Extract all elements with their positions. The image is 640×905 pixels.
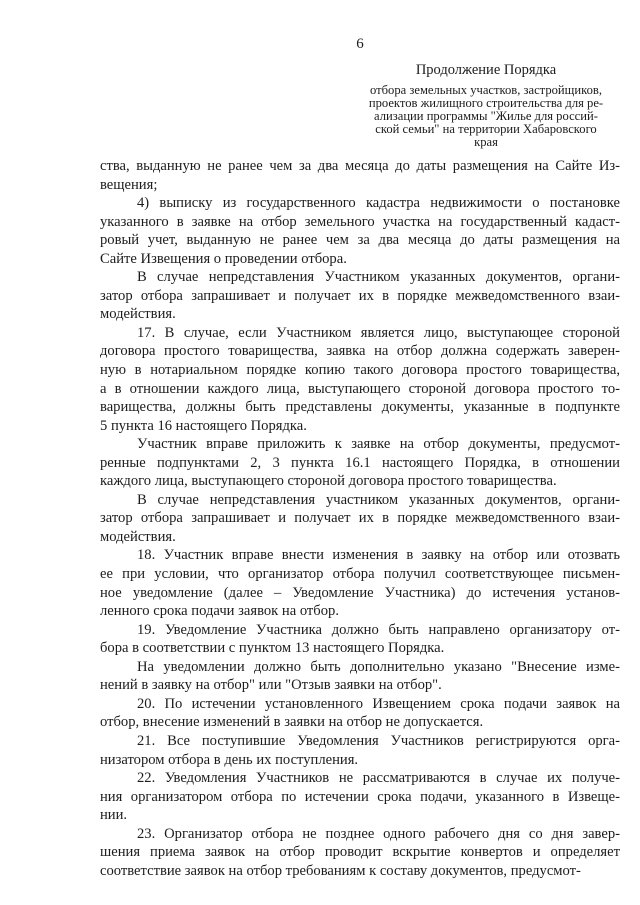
text-line: ства, выданную не ранее чем за два месяца до даты размещения на Сайте Из- xyxy=(100,158,620,174)
text-line: шения приема заявок на отбор проводит вскрытие конвертов и определяет xyxy=(100,844,620,861)
paragraph xyxy=(100,621,620,658)
continuation-header xyxy=(363,63,609,149)
paragraph xyxy=(100,268,620,324)
text-line: а в отношении каждого лица, выступающего стороной договора простого то- xyxy=(100,380,620,397)
text-line: 5 пункта 16 настоящего Порядка. xyxy=(100,417,307,434)
text-line: низатором отбора в день их поступления. xyxy=(100,751,359,768)
text-line: ленного срока подачи заявок на отбор. xyxy=(100,603,339,620)
text-line: нии. xyxy=(100,807,128,824)
document-body xyxy=(100,157,620,880)
paragraph xyxy=(100,732,620,769)
paragraph xyxy=(100,157,620,194)
text-line: договора простого товарищества, заявка на отбор должна содержать заверен- xyxy=(100,343,620,360)
paragraph xyxy=(100,695,620,732)
text-line: 4) выписку из государственного кадастра недвижимости о постановке xyxy=(137,195,620,212)
text-line: ренные подпунктами 2, 3 пункта 16.1 настоящего Порядка, в отношении xyxy=(100,454,620,471)
paragraph xyxy=(100,194,620,268)
subtitle-line: проектов жилищного строительства для ре- xyxy=(368,96,604,110)
paragraph xyxy=(100,769,620,825)
text-line: ее при условии, что организатор отбора получил соответствующее письмен- xyxy=(100,566,620,583)
text-line: варищества, должны быть представлены документы, указанные в подпункте xyxy=(100,399,620,416)
paragraph xyxy=(100,546,620,620)
text-line: В случае непредставления участником указанных документов, органи- xyxy=(137,491,620,508)
paragraph xyxy=(100,435,620,491)
subtitle-line: отбора земельных участков, застройщиков, xyxy=(370,83,602,97)
text-line: ния организатором отбора по истечении срока подачи, указанного в Извеще- xyxy=(100,788,620,805)
text-line: соответствие заявок на отбор требованиям к составу документов, предусмот- xyxy=(100,862,581,879)
subtitle-line: ской семьи" на территории Хабаровского xyxy=(375,122,597,136)
text-line: 17. В случае, если Участником является лицо, выступающее стороной xyxy=(137,324,620,341)
paragraph xyxy=(100,491,620,547)
text-line: указанного в заявке на отбор земельного участка на государственный кадаст- xyxy=(100,213,620,230)
text-line: Участник вправе приложить к заявке на отбор документы, предусмот- xyxy=(137,436,620,453)
text-line: модействия. xyxy=(100,306,176,323)
continuation-title: Продолжение Порядка xyxy=(415,62,557,78)
text-line: 20. По истечении установленного Извещением срока подачи заявок на xyxy=(137,695,620,712)
text-line: Сайте Извещения о проведении отбора. xyxy=(100,250,347,267)
paragraph xyxy=(100,324,620,435)
text-line: 19. Уведомление Участника должно быть направлено организатору от- xyxy=(137,621,620,638)
page-number: 6 xyxy=(356,36,364,52)
text-line: 23. Организатор отбора не позднее одного рабочего дня со дня завер- xyxy=(137,825,620,842)
text-line: 22. Уведомления Участников не рассматриваются в случае их получе- xyxy=(137,770,620,787)
paragraph xyxy=(100,825,620,881)
text-line: затор отбора запрашивает и получает их в порядке межведомственного взаи- xyxy=(100,287,620,304)
text-line: ное уведомление (далее – Уведомление Участника) до истечения установ- xyxy=(100,584,620,601)
text-line: На уведомлении должно быть дополнительно указано "Внесение изме- xyxy=(137,658,620,675)
text-line: 18. Участник вправе внести изменения в заявку на отбор или отозвать xyxy=(137,547,620,564)
text-line: отбор, внесение изменений в заявки на отбор не допускается. xyxy=(100,714,484,731)
paragraph xyxy=(100,658,620,695)
text-line: вещения; xyxy=(100,176,158,193)
text-line: затор отбора запрашивает и получает их в порядке межведомственного взаи- xyxy=(100,510,620,527)
text-line: В случае непредставления Участником указанных документов, органи- xyxy=(137,269,620,286)
text-line: модействия. xyxy=(100,528,176,545)
text-line: ную в нотариальном порядке копию такого договора простого товарищества, xyxy=(100,362,620,379)
subtitle-line: ализации программы "Жилье для россий- xyxy=(374,109,598,123)
text-line: ровый учет, выданную не ранее чем за два месяца до даты размещения на xyxy=(100,232,620,249)
text-line: бора в соответствии с пунктом 13 настоящего Порядка. xyxy=(100,640,445,657)
continuation-subtitle xyxy=(363,84,609,149)
text-line: каждого лица, выступающего стороной договора простого товарищества. xyxy=(100,473,557,490)
subtitle-line: края xyxy=(474,135,498,149)
text-line: нений в заявку на отбор" или "Отзыв заявки на отбор". xyxy=(100,677,442,694)
text-line: 21. Все поступившие Уведомления Участников регистрируются орга- xyxy=(137,732,620,749)
